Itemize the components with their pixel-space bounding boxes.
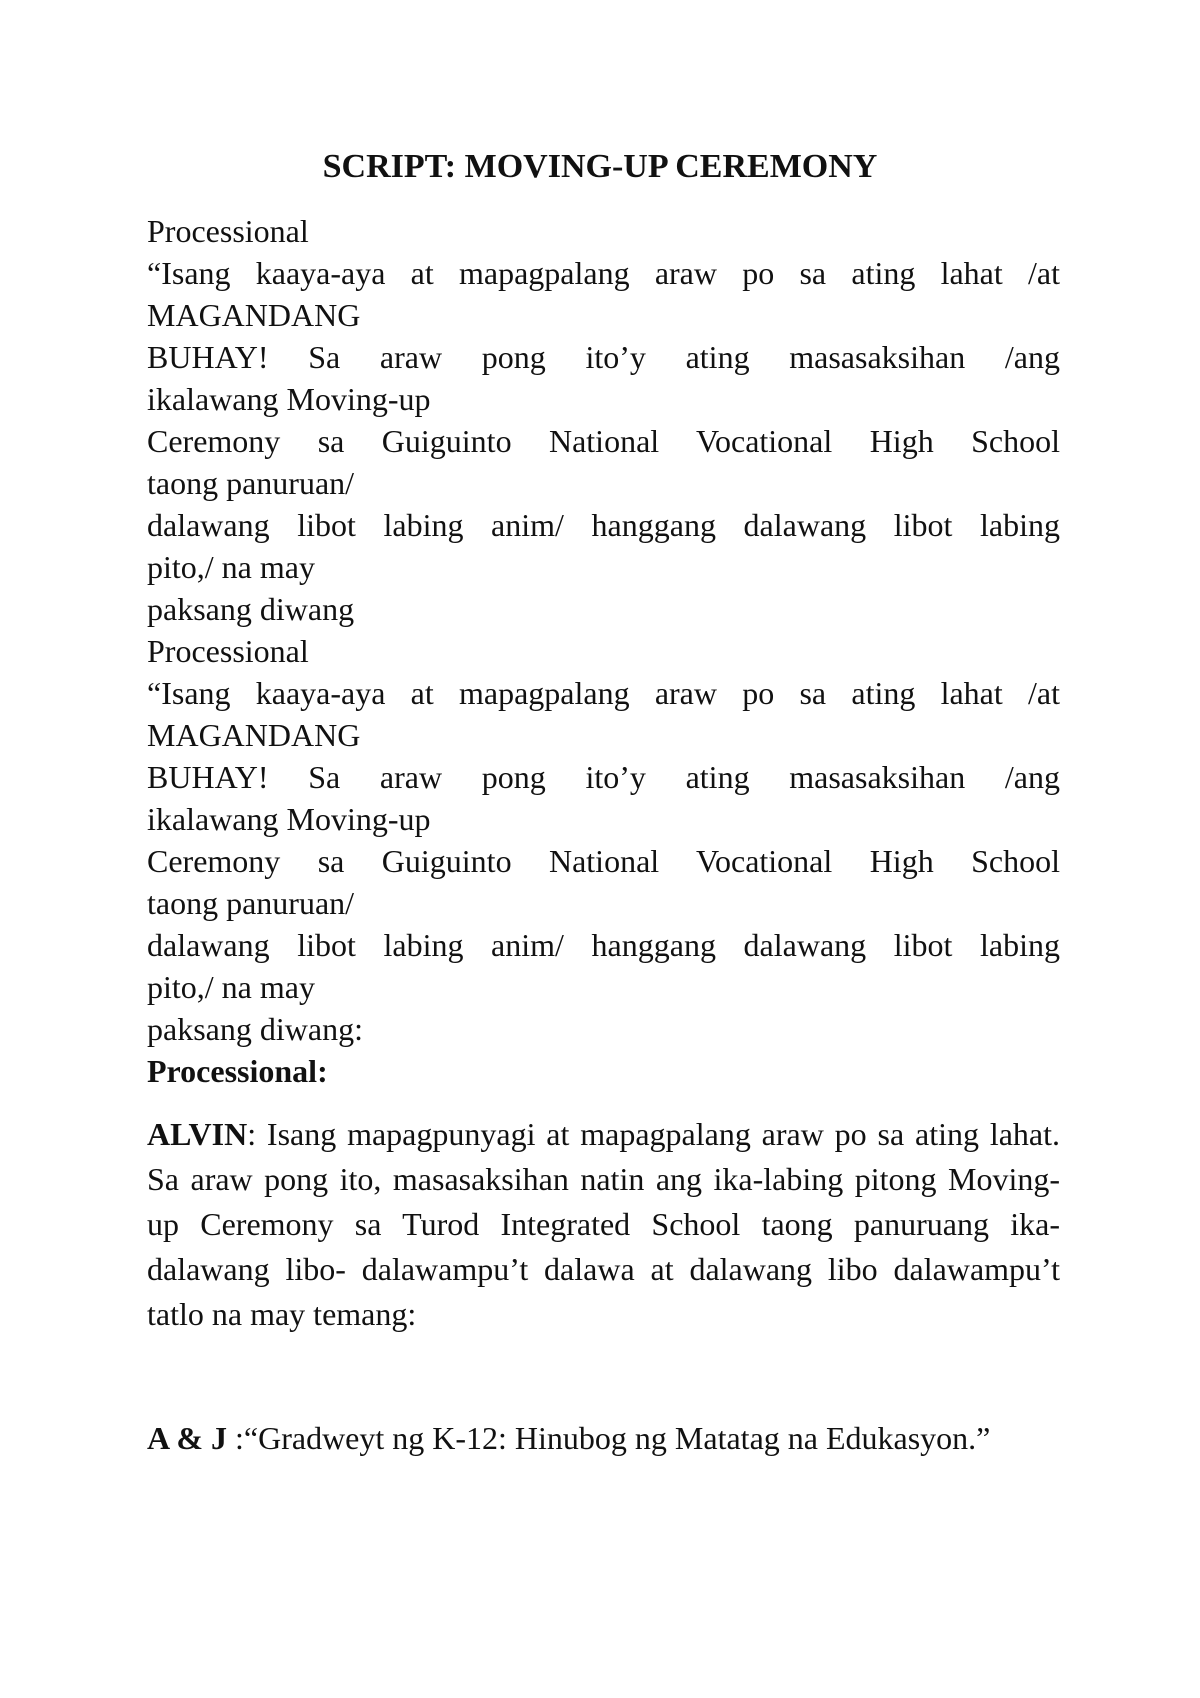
alvin-text: : Isang mapagpunyagi at mapagpalang araw po sa ating lahat. Sa araw pong ito, masasaksihan natin ang ika-labing pitong Moving-up Ceremony sa Turod Integrated School taong panuruang ika-dalawang libo- dalawampu’t dalawa at dalawang libo dalawampu’t tatlo na may temang: bbox=[147, 1116, 1060, 1332]
block-1-line-4: ikalawang Moving-up bbox=[147, 381, 431, 417]
section-heading: Processional: bbox=[147, 1053, 328, 1089]
block-1-line-5: Ceremony sa Guiguinto National Vocational High School bbox=[147, 423, 1060, 459]
theme-text: :“Gradweyt ng K-12: Hinubog ng Matatag na Edukasyon.” bbox=[227, 1420, 991, 1456]
block-1-line-1: “Isang kaaya-aya at mapagpalang araw po sa ating lahat /at bbox=[147, 255, 1060, 291]
block-2-line-9: paksang diwang: bbox=[147, 1011, 363, 1047]
speaker-alvin: ALVIN bbox=[147, 1116, 248, 1152]
block-2-line-6: taong panuruan/ bbox=[147, 885, 355, 921]
block-1-line-3: BUHAY! Sa araw pong ito’y ating masasaksihan /ang bbox=[147, 339, 1060, 375]
block-1-line-2: MAGANDANG bbox=[147, 297, 361, 333]
block-2-line-5: Ceremony sa Guiguinto National Vocational High School bbox=[147, 843, 1060, 879]
block-2-line-4: ikalawang Moving-up bbox=[147, 801, 431, 837]
page-title: SCRIPT: MOVING-UP CEREMONY bbox=[322, 148, 878, 185]
block-1-line-7: dalawang libot labing anim/ hanggang dalawang libot labing bbox=[147, 507, 1060, 543]
block-2-line-7: dalawang libot labing anim/ hanggang dalawang libot labing bbox=[147, 927, 1060, 963]
block-2-heading: Processional bbox=[147, 633, 309, 669]
block-1-line-9: paksang diwang bbox=[147, 591, 355, 627]
theme-paragraph bbox=[147, 1416, 1060, 1461]
block-1-heading: Processional bbox=[147, 213, 309, 249]
block-2-line-1: “Isang kaaya-aya at mapagpalang araw po sa ating lahat /at bbox=[147, 675, 1060, 711]
block-2-line-8: pito,/ na may bbox=[147, 969, 315, 1005]
repeated-intro bbox=[147, 210, 1060, 1092]
block-1-line-6: taong panuruan/ bbox=[147, 465, 355, 501]
block-2-line-2: MAGANDANG bbox=[147, 717, 361, 753]
speaker-a-and-j: A & J bbox=[147, 1420, 227, 1456]
block-2-line-3: BUHAY! Sa araw pong ito’y ating masasaksihan /ang bbox=[147, 759, 1060, 795]
alvin-paragraph bbox=[147, 1112, 1060, 1337]
block-1-line-8: pito,/ na may bbox=[147, 549, 315, 585]
